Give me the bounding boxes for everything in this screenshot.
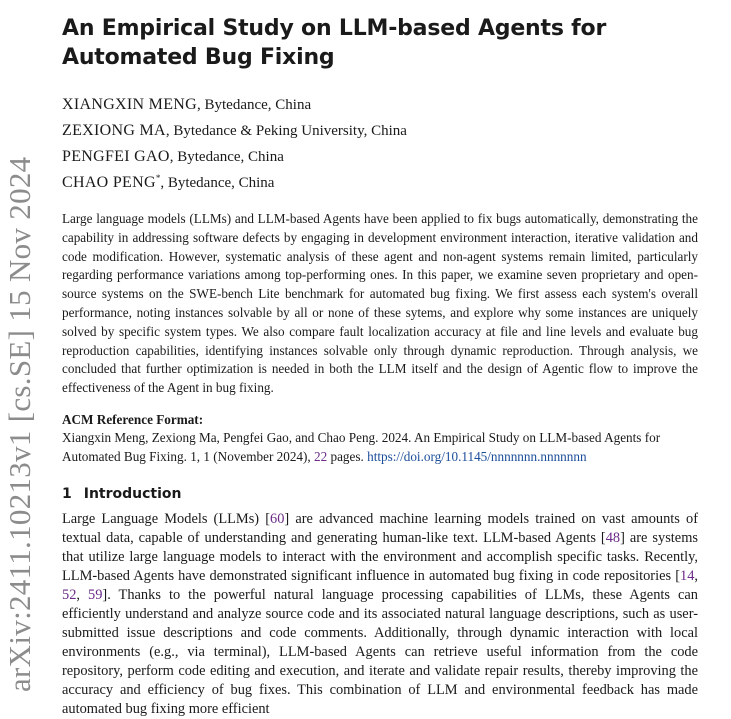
citation-link[interactable]: 59: [88, 586, 103, 603]
section-number: 1: [62, 485, 72, 502]
acm-reference-heading: ACM Reference Format:: [62, 411, 204, 427]
section-title: Introduction: [83, 485, 182, 502]
section-heading-introduction: [62, 484, 698, 504]
citation-pages-text: pages.: [327, 448, 368, 464]
author-name: XIANGXIN MENG: [62, 96, 197, 113]
arxiv-identifier-stamp: arXiv:2411.10213v1 [cs.SE] 15 Nov 2024: [2, 156, 37, 692]
author-affiliation: , Bytedance, China: [160, 175, 275, 191]
citation-link[interactable]: 48: [605, 529, 621, 546]
author-mark: *: [155, 173, 161, 183]
citation-link[interactable]: 14: [680, 567, 695, 584]
author-line: [62, 142, 698, 168]
paper-page: [62, 0, 698, 719]
introduction-paragraph: [62, 510, 698, 719]
intro-text: Large Language Models (LLMs) [: [62, 510, 271, 527]
intro-text: ,: [694, 567, 698, 584]
citation-link[interactable]: 60: [270, 510, 285, 527]
author-line: [62, 90, 698, 116]
doi-link[interactable]: https://doi.org/10.1145/nnnnnnn.nnnnnnn: [367, 448, 587, 464]
author-name: PENGFEI GAO: [62, 148, 170, 165]
author-affiliation: , Bytedance & Peking University, China: [165, 123, 407, 139]
author-line: [62, 116, 698, 142]
author-name: CHAO PENG: [62, 174, 156, 191]
intro-text: ]. Thanks to the powerful natural language processing capabilities of LLMs, these Agents can efficiently understand and analyze source code and its associated natural language descriptions, such as user-submitted issue descriptions and code comments. Additionally, through dynamic interaction with local environments (e.g., via terminal), LLM-based Agents can retrieve useful information from the code repository, perform code editing and execution, and iterate and validate repair results, thereby improving the accuracy and efficiency of bug fixes. This combination of LLM and environmental feedback has made automated bug fixing more efficient: [62, 586, 698, 717]
acm-reference-citation: [62, 429, 698, 467]
page-count-link[interactable]: 22: [314, 448, 328, 464]
intro-text: ,: [76, 586, 89, 603]
author-list: [62, 90, 698, 194]
author-line: [62, 168, 698, 194]
intro-text: ] are systems that utilize large language models to interact with the environment and accomplish specific tasks. Recently, LLM-based Agents have demonstrated significant influence in automated bug fixing in code repositories [: [62, 529, 698, 584]
intro-text: ] are advanced machine learning models trained on vast amounts of textual data, capable of understanding and generating human-like text. LLM-based Agents [: [62, 510, 698, 546]
author-affiliation: , Bytedance, China: [169, 149, 284, 165]
author-affiliation: , Bytedance, China: [197, 97, 312, 113]
paper-title: An Empirical Study on LLM-based Agents for Automated Bug Fixing: [62, 16, 607, 70]
citation-link[interactable]: 52: [62, 586, 77, 603]
citation-text: Xiangxin Meng, Zexiong Ma, Pengfei Gao, and Chao Peng. 2024. An Empirical Study on LLM-based Agents for Automated Bug Fixing. 1, 1 (November 2024),: [62, 429, 661, 464]
author-name: ZEXIONG MA: [62, 122, 166, 139]
abstract: Large language models (LLMs) and LLM-based Agents have been applied to fix bugs automatically, demonstrating the capability in addressing software defects by engaging in development environment interaction, iterative validation and code modification. However, systematic analysis of these agent and non-agent systems remain limited, particularly regarding performance variations among top-performing ones. In this paper, we examine seven proprietary and open-source systems on the SWE-bench Lite benchmark for automated bug fixing. We first assess each system's overall performance, noting instances solvable by all or none of these sytems, and explore why some instances are uniquely solved by specific system types. We also compare fault localization accuracy at file and line levels and evaluate bug reproduction capabilities, identifying instances solvable only through dynamic reproduction. Through analysis, we concluded that further optimization is needed in both the LLM itself and the design of Agentic flow to improve the effectiveness of the Agent in bug fixing.: [62, 211, 698, 396]
